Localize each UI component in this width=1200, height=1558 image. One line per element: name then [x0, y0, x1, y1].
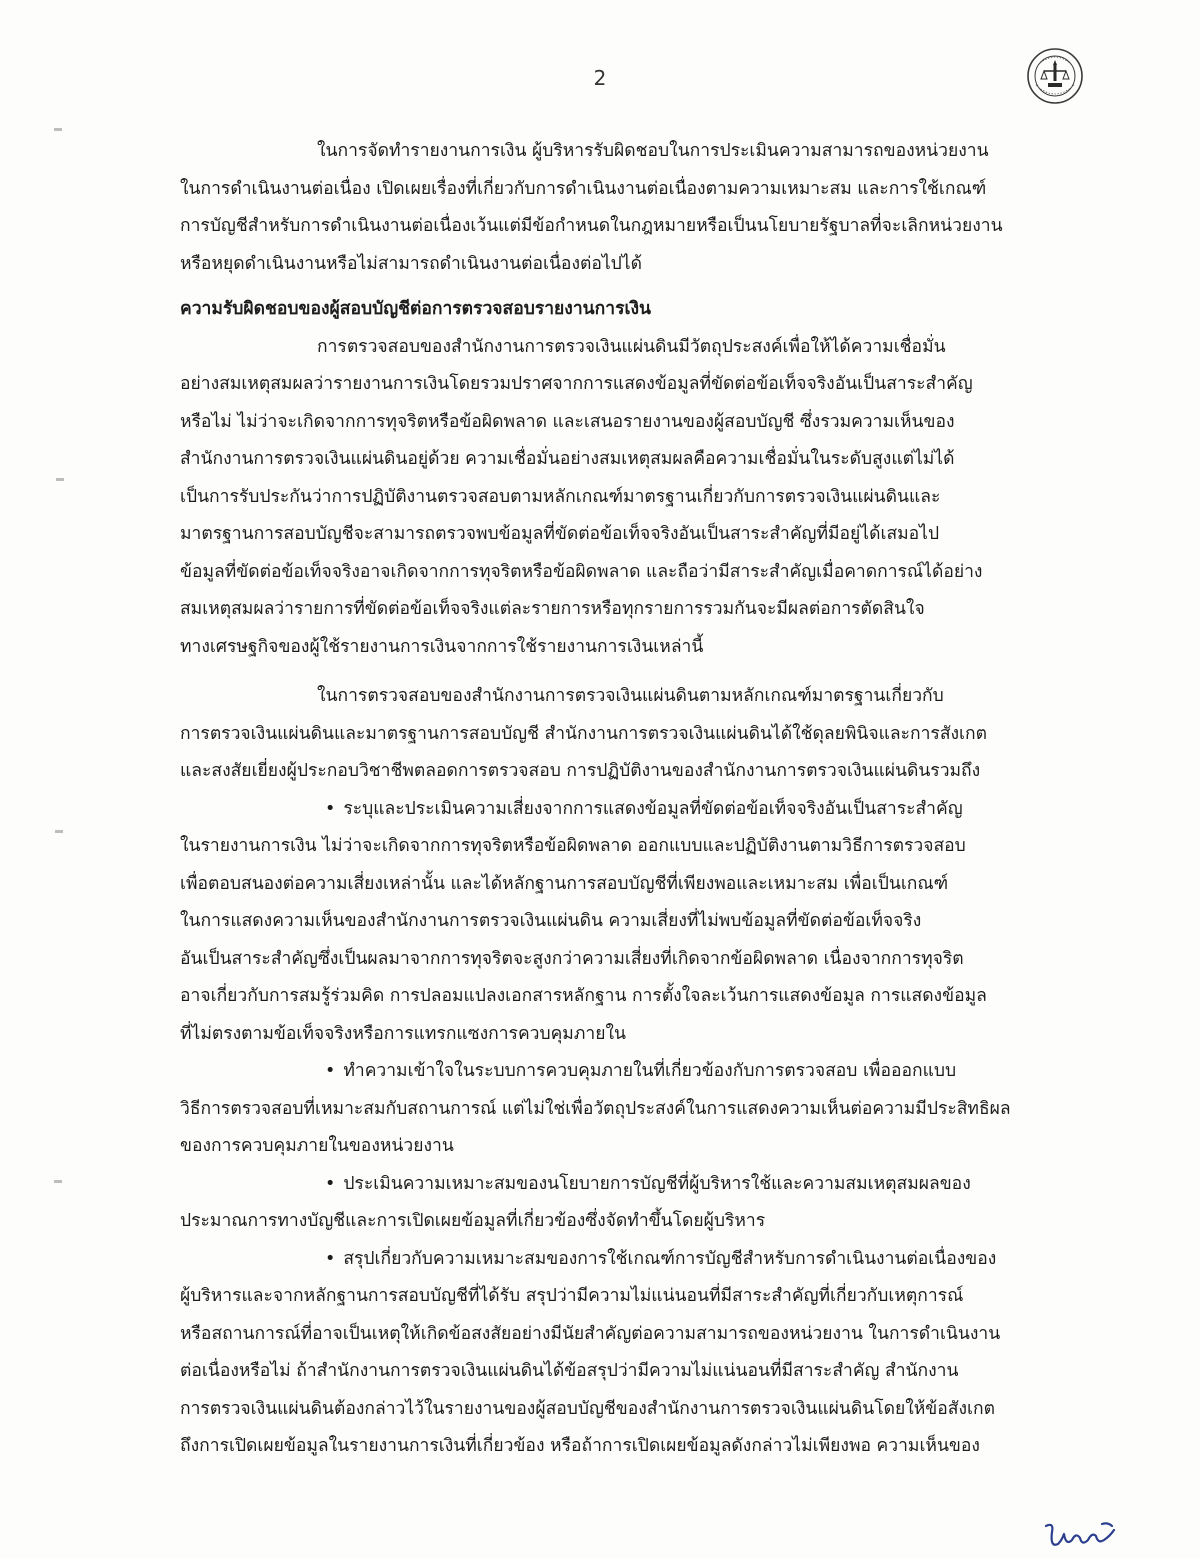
text-line: ของการควบคุมภายในของหน่วยงาน	[180, 1136, 454, 1156]
paragraph-audit-objective	[180, 329, 1084, 667]
document-body	[180, 133, 1084, 1466]
text-line: ผู้บริหารและจากหลักฐานการสอบบัญชีที่ได้รับ สรุปว่ามีความไม่แน่นอนที่มีสาระสำคัญที่เกี่ยวกับเหตุการณ์	[180, 1286, 964, 1306]
text-line: การตรวจเงินแผ่นดินต้องกล่าวไว้ในรายงานของผู้สอบบัญชีของสำนักงานการตรวจเงินแผ่นดินโดยให้ข้อสังเกต	[180, 1398, 995, 1419]
text-line: ในการตรวจสอบของสำนักงานการตรวจเงินแผ่นดินตามหลักเกณฑ์มาตรฐานเกี่ยวกับ	[317, 686, 944, 706]
bullet-item-internal-control	[180, 1053, 1084, 1166]
text-line	[180, 1166, 1084, 1204]
text-line: ถึงการเปิดเผยข้อมูลในรายงานการเงินที่เกี่ยวข้อง หรือถ้าการเปิดเผยข้อมูลดังกล่าวไม่เพียงพอ ความเห็นของ	[180, 1436, 980, 1456]
text-line: อันเป็นสาระสำคัญซึ่งเป็นผลมาจากการทุจริตจะสูงกว่าความเสี่ยงที่เกิดจากข้อผิดพลาด เนื่องจากการทุจริต	[180, 948, 964, 969]
text-line: สำนักงานการตรวจเงินแผ่นดินอยู่ด้วย ความเชื่อมั่นอย่างสมเหตุสมผลคือความเชื่อมั่นในระดับสูงแต่ไม่ได้	[180, 449, 955, 469]
text-line	[180, 791, 1084, 829]
bullet-text: ประเมินความเหมาะสมของนโยบายการบัญชีที่ผู้บริหารใช้และความสมเหตุสมผลของ	[343, 1173, 971, 1194]
text-line: ในการจัดทำรายงานการเงิน ผู้บริหารรับผิดชอบในการประเมินความสามารถของหน่วยงาน	[317, 141, 989, 161]
handwritten-initials-icon	[1040, 1518, 1130, 1554]
bullet-icon: •	[325, 1248, 336, 1269]
text-line: อย่างสมเหตุสมผลว่ารายงานการเงินโดยรวมปราศจากการแสดงข้อมูลที่ขัดต่อข้อเท็จจริงอันเป็นสาระสำคัญ	[180, 374, 973, 394]
bullet-item-going-concern-conclusion	[180, 1241, 1084, 1466]
text-line: หรือสถานการณ์ที่อาจเป็นเหตุให้เกิดข้อสงสัยอย่างมีนัยสำคัญต่อความสามารถของหน่วยงาน ในการดำเนินงาน	[180, 1323, 1001, 1344]
bullet-icon: •	[325, 1173, 336, 1194]
paragraph-audit-procedures	[180, 678, 1084, 791]
bullet-icon: •	[325, 1061, 336, 1081]
paragraph-gap	[180, 666, 1084, 678]
text-line: ทางเศรษฐกิจของผู้ใช้รายงานการเงินจากการใช้รายงานการเงินเหล่านี้	[180, 636, 704, 657]
scan-margin-mark	[54, 1180, 62, 1183]
bullet-item-risk-assessment	[180, 791, 1084, 1054]
text-line	[180, 1241, 1084, 1279]
text-line: การตรวจสอบของสำนักงานการตรวจเงินแผ่นดินมีวัตถุประสงค์เพื่อให้ได้ความเชื่อมั่น	[317, 336, 946, 357]
text-line: ที่ไม่ตรงตามข้อเท็จจริงหรือการแทรกแซงการควบคุมภายใน	[180, 1023, 626, 1044]
official-seal-icon	[1026, 47, 1084, 105]
text-line: ในรายงานการเงิน ไม่ว่าจะเกิดจากการทุจริตหรือข้อผิดพลาด ออกแบบและปฏิบัติงานตามวิธีการตรวจสอบ	[180, 836, 966, 856]
scan-margin-mark	[55, 830, 63, 833]
text-line: สมเหตุสมผลว่ารายการที่ขัดต่อข้อเท็จจริงแต่ละรายการหรือทุกรายการรวมกันจะมีผลต่อการตัดสินใจ	[180, 599, 925, 619]
text-line: ในการดำเนินงานต่อเนื่อง เปิดเผยเรื่องที่เกี่ยวกับการดำเนินงานต่อเนื่องตามความเหมาะสม และการใช้เกณฑ์	[180, 178, 987, 199]
text-line: ข้อมูลที่ขัดต่อข้อเท็จจริงอาจเกิดจากการทุจริตหรือข้อผิดพลาด และถือว่ามีสาระสำคัญเมื่อคาดการณ์ได้อย่าง	[180, 561, 983, 582]
text-line: ต่อเนื่องหรือไม่ ถ้าสำนักงานการตรวจเงินแผ่นดินได้ข้อสรุปว่ามีความไม่แน่นอนที่มีสาระสำคัญ สำนักงาน	[180, 1361, 959, 1381]
bullet-text: ทำความเข้าใจในระบบการควบคุมภายในที่เกี่ยวข้องกับการตรวจสอบ เพื่อออกแบบ	[343, 1061, 957, 1081]
bullet-text: ระบุและประเมินความเสี่ยงจากการแสดงข้อมูลที่ขัดต่อข้อเท็จจริงอันเป็นสาระสำคัญ	[343, 798, 963, 819]
scan-margin-mark	[54, 128, 62, 131]
text-line: เพื่อตอบสนองต่อความเสี่ยงเหล่านั้น และได้หลักฐานการสอบบัญชีที่เพียงพอและเหมาะสม เพื่อเป็นเกณฑ์	[180, 873, 949, 894]
text-line: การบัญชีสำหรับการดำเนินงานต่อเนื่องเว้นแต่มีข้อกำหนดในกฎหมายหรือเป็นนโยบายรัฐบาลที่จะเลิกหน่วยงาน	[180, 216, 1003, 236]
text-line: หรือไม่ ไม่ว่าจะเกิดจากการทุจริตหรือข้อผิดพลาด และเสนอรายงานของผู้สอบบัญชี ซึ่งรวมความเห็นของ	[180, 411, 955, 432]
text-line: มาตรฐานการสอบบัญชีจะสามารถตรวจพบข้อมูลที่ขัดต่อข้อเท็จจริงอันเป็นสาระสำคัญที่มีอยู่ได้เสมอไป	[180, 524, 940, 544]
text-line: หรือหยุดดำเนินงานหรือไม่สามารถดำเนินงานต่อเนื่องต่อไปได้	[180, 253, 642, 274]
paragraph-going-concern	[180, 133, 1084, 283]
bullet-icon: •	[325, 798, 336, 819]
text-line: อาจเกี่ยวกับการสมรู้ร่วมคิด การปลอมแปลงเอกสารหลักฐาน การตั้งใจละเว้นการแสดงข้อมูล การแสดงข้อมูล	[180, 986, 987, 1006]
text-line: เป็นการรับประกันว่าการปฏิบัติงานตรวจสอบตามหลักเกณฑ์มาตรฐานเกี่ยวกับการตรวจเงินแผ่นดินและ	[180, 486, 941, 507]
bullet-item-accounting-policy	[180, 1166, 1084, 1241]
text-line: การตรวจเงินแผ่นดินและมาตรฐานการสอบบัญชี สำนักงานการตรวจเงินแผ่นดินได้ใช้ดุลยพินิจและการสังเกต	[180, 723, 987, 744]
bullet-text: สรุปเกี่ยวกับความเหมาะสมของการใช้เกณฑ์การบัญชีสำหรับการดำเนินงานต่อเนื่องของ	[343, 1248, 997, 1269]
text-line: ในการแสดงความเห็นของสำนักงานการตรวจเงินแผ่นดิน ความเสี่ยงที่ไม่พบข้อมูลที่ขัดต่อข้อเท็จจริง	[180, 911, 922, 931]
page-number: 2	[593, 66, 607, 90]
text-line: และสงสัยเยี่ยงผู้ประกอบวิชาชีพตลอดการตรวจสอบ การปฏิบัติงานของสำนักงานการตรวจเงินแผ่นดินรวมถึง	[180, 761, 981, 781]
scan-margin-mark	[56, 478, 64, 481]
text-line	[180, 1053, 1084, 1091]
text-line: วิธีการตรวจสอบที่เหมาะสมกับสถานการณ์ แต่ไม่ใช่เพื่อวัตถุประสงค์ในการแสดงความเห็นต่อความมีประสิทธิผล	[180, 1098, 1011, 1119]
text-line: ประมาณการทางบัญชีและการเปิดเผยข้อมูลที่เกี่ยวข้องซึ่งจัดทำขึ้นโดยผู้บริหาร	[180, 1211, 766, 1231]
section-heading: ความรับผิดชอบของผู้สอบบัญชีต่อการตรวจสอบรายงานการเงิน	[180, 299, 651, 319]
